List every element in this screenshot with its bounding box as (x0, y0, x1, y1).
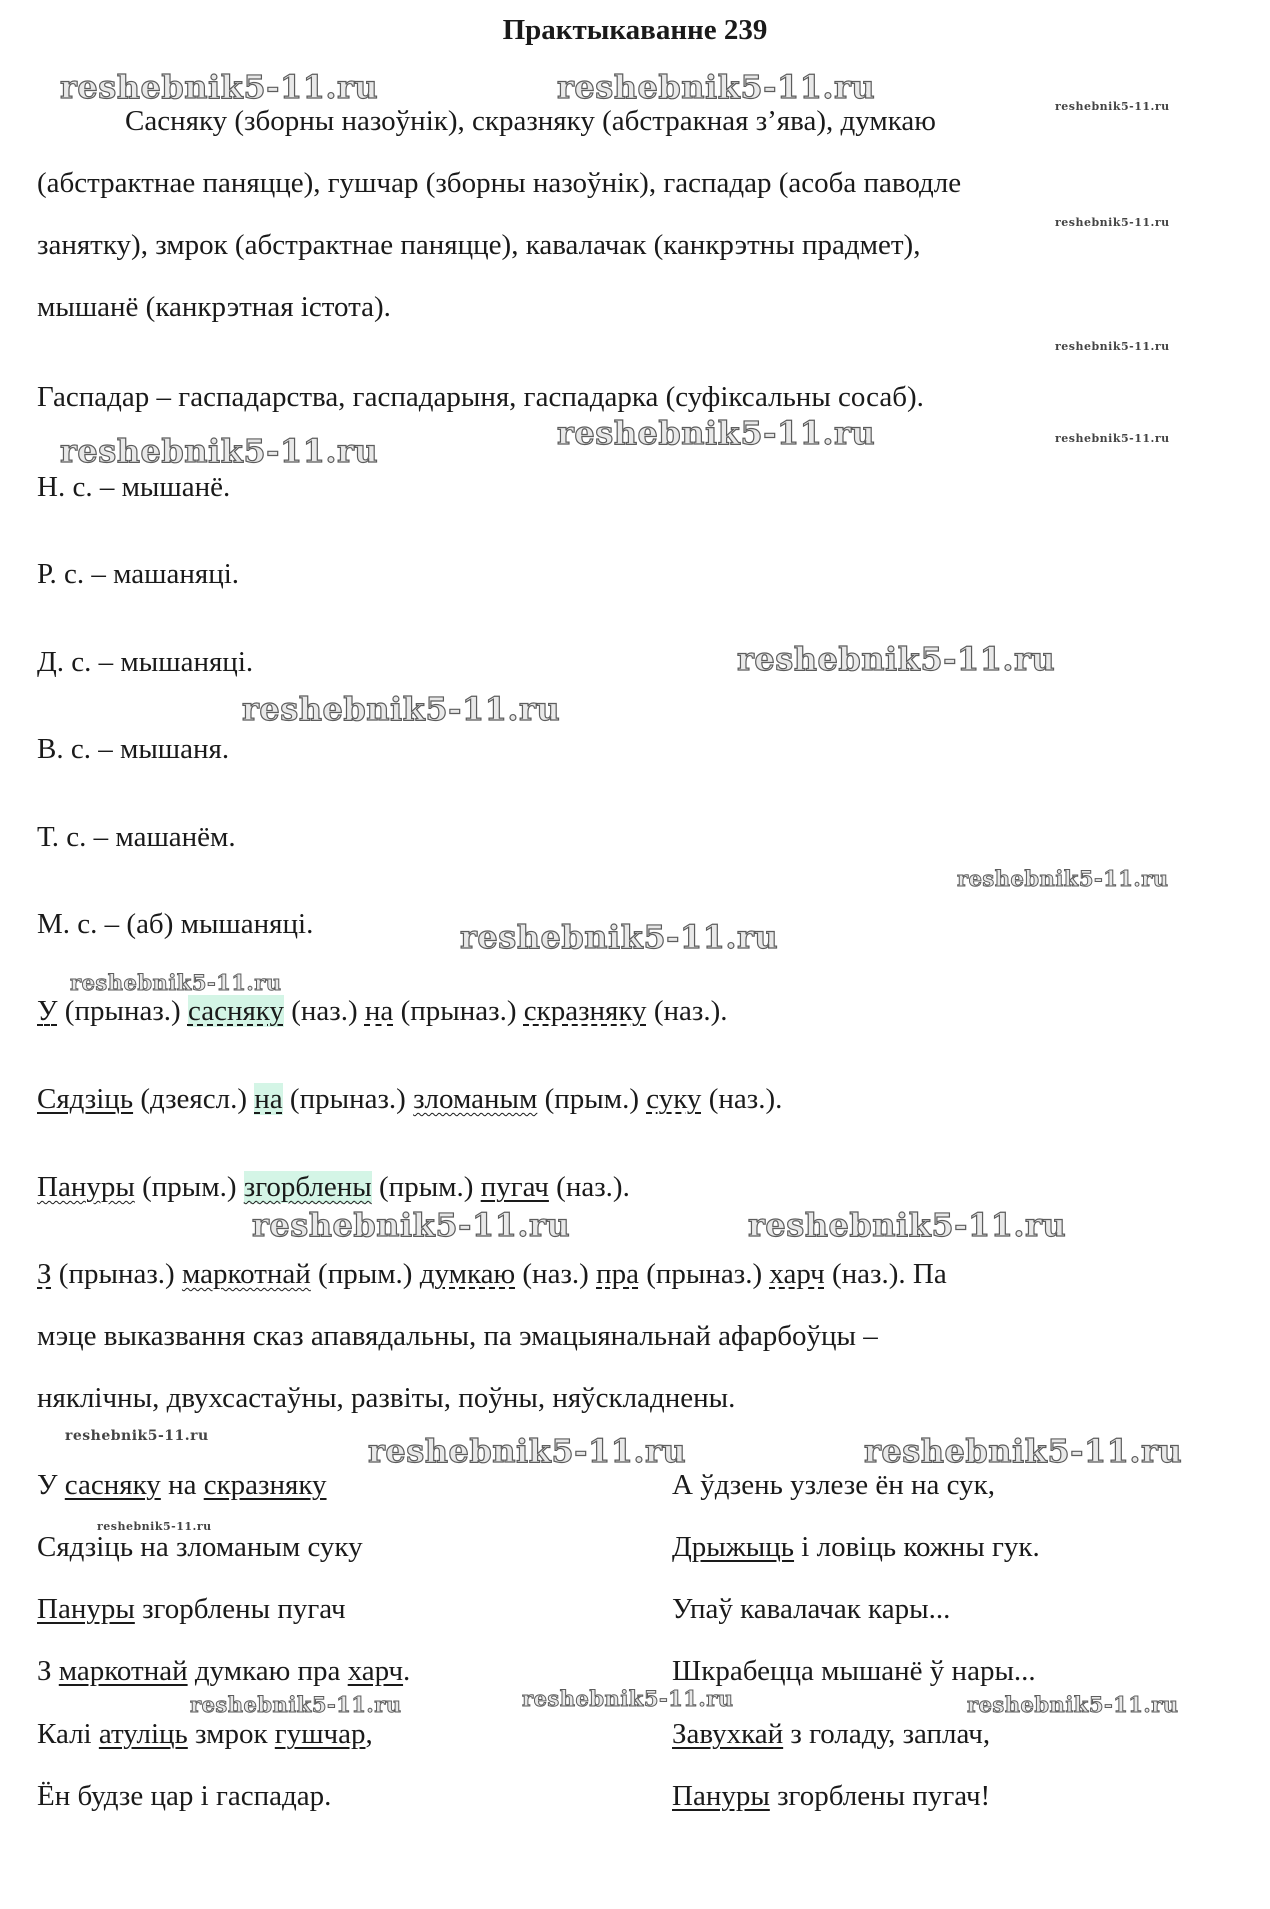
word-tag: (наз.). (548, 1171, 630, 1203)
word-tag: (наз.) (515, 1258, 597, 1290)
watermark: reshebnik5-11.ru (967, 1692, 1179, 1717)
poem-text: харч (347, 1655, 404, 1687)
word-tag: (наз.). Па (824, 1258, 947, 1290)
watermark: reshebnik5-11.ru (557, 68, 876, 106)
poem-text: думкаю пра (187, 1655, 348, 1687)
exercise-title: Практыкаванне 239 (502, 14, 768, 46)
watermark: reshebnik5-11.ru (242, 690, 561, 728)
watermark: reshebnik5-11.ru (522, 1686, 734, 1711)
poem-text: У (37, 1469, 65, 1501)
watermark: reshebnik5-11.ru (60, 68, 379, 106)
paragraph-line: (абстрактнае паняцце), гушчар (зборны назоўнік), гаспадар (асоба паводле (37, 167, 962, 199)
poem-text: Пануры (672, 1780, 770, 1812)
word: скразняку (523, 995, 647, 1027)
watermark: reshebnik5-11.ru (957, 866, 1169, 891)
poem-line (672, 1717, 990, 1751)
analysis-sentence (37, 1170, 630, 1204)
poem-line: А ўдзень узлезе ён на сук, (672, 1469, 995, 1501)
poem-line (672, 1530, 1040, 1564)
watermark: reshebnik5-11.ru (190, 1692, 402, 1717)
word: згорблены (243, 1171, 372, 1203)
poem-text: З (37, 1655, 59, 1687)
word-tag: (наз.). (646, 995, 728, 1027)
poem-text: згорблены пугач (134, 1593, 346, 1625)
word-tag: (прыназ.) (282, 1083, 414, 1115)
poem-text: і ловіць кожны гук. (794, 1531, 1040, 1563)
poem-text: змрок (187, 1718, 275, 1750)
word-tag: (наз.) (283, 995, 365, 1027)
paragraph-line: мышанё (канкрэтная істота). (37, 291, 391, 323)
case-line: Н. с. – мышанё. (37, 471, 231, 503)
analysis-sentence (37, 1257, 947, 1291)
word-tag: (наз.). (701, 1083, 783, 1115)
watermark: reshebnik5-11.ru (557, 414, 876, 452)
analysis-line: няклічны, двухсастаўны, развіты, поўны, няўскладнены. (37, 1382, 736, 1414)
poem-text: Пануры (37, 1593, 135, 1625)
watermark: reshebnik5-11.ru (864, 1432, 1183, 1470)
word: на (254, 1083, 283, 1115)
word: зломаным (413, 1083, 538, 1115)
word-tag: (прыназ.) (638, 1258, 770, 1290)
case-line: Т. с. – машанём. (37, 821, 236, 853)
poem-text: атуліць (98, 1718, 188, 1750)
poem-text: Калі (37, 1718, 99, 1750)
case-line: Д. с. – мышаняці. (37, 646, 254, 678)
word: пра (596, 1258, 639, 1290)
word: маркотнай (181, 1258, 311, 1290)
word: Пануры (37, 1171, 135, 1203)
word: сасняку (187, 995, 284, 1027)
watermark: reshebnik5-11.ru (368, 1432, 687, 1470)
poem-text: Дрыжыць (672, 1531, 795, 1563)
word: пугач (480, 1171, 549, 1203)
paragraph-line: занятку), змрок (абстрактнае паняцце), кавалачак (канкрэтны прадмет), (37, 229, 921, 261)
poem-text: скразняку (203, 1469, 327, 1501)
watermark: reshebnik5-11.ru (252, 1206, 571, 1244)
poem-text: згорблены пугач! (769, 1780, 991, 1812)
watermark: reshebnik5-11.ru (1055, 340, 1170, 353)
word-tag: (прым.) (134, 1171, 244, 1203)
watermark: reshebnik5-11.ru (1055, 432, 1170, 445)
word-tag: (прыназ.) (393, 995, 524, 1027)
poem-line (37, 1468, 327, 1502)
word-tag: (прым.) (371, 1171, 481, 1203)
watermark: reshebnik5-11.ru (60, 432, 379, 470)
word: харч (769, 1258, 825, 1290)
case-line: М. с. – (аб) мышаняці. (37, 908, 314, 940)
poem-text: на (160, 1469, 204, 1501)
word-tag: (прыназ.) (51, 1258, 182, 1290)
poem-text: , (365, 1718, 373, 1750)
poem-line (37, 1592, 346, 1626)
word-formation-line: Гаспадар – гаспадарства, гаспадарыня, гаспадарка (суфіксальны сосаб). (37, 381, 924, 413)
watermark: reshebnik5-11.ru (748, 1206, 1067, 1244)
case-line: В. с. – мышаня. (37, 733, 230, 765)
case-line: Р. с. – машаняці. (37, 558, 240, 590)
watermark: reshebnik5-11.ru (97, 1520, 212, 1533)
poem-line: Упаў кавалачак кары... (672, 1593, 951, 1625)
analysis-line: мэце выказвання сказ апавядальны, па эмацыянальнай афарбоўцы – (37, 1320, 878, 1352)
word-tag: (прыназ.) (57, 995, 188, 1027)
poem-text: Завухкай (672, 1718, 784, 1750)
word-tag: (прым.) (310, 1258, 420, 1290)
word-tag: (прым.) (537, 1083, 647, 1115)
poem-text: маркотнай (58, 1655, 188, 1687)
poem-line (672, 1779, 990, 1813)
watermark: reshebnik5-11.ru (1055, 216, 1170, 229)
paragraph-line: Сасняку (зборны назоўнік), скразняку (абстракная з’ява), думкаю (125, 105, 936, 137)
word: Сядзіць (37, 1083, 134, 1115)
poem-text: сасняку (64, 1469, 161, 1501)
poem-line: Шкрабецца мышанё ў нары... (672, 1655, 1036, 1687)
watermark: reshebnik5-11.ru (65, 1428, 209, 1444)
poem-text: гушчар (274, 1718, 366, 1750)
watermark: reshebnik5-11.ru (737, 640, 1056, 678)
poem-line: Ён будзе цар і гаспадар. (37, 1780, 332, 1812)
poem-line: Сядзіць на зломаным суку (37, 1531, 363, 1563)
analysis-sentence (37, 1082, 782, 1116)
poem-text: з голаду, заплач, (783, 1718, 991, 1750)
word: суку (646, 1083, 702, 1115)
analysis-sentence (37, 994, 727, 1028)
poem-line (37, 1654, 410, 1688)
word: У (37, 995, 58, 1027)
poem-line (37, 1717, 373, 1751)
word: З (37, 1258, 52, 1290)
watermark: reshebnik5-11.ru (460, 918, 779, 956)
word: думкаю (419, 1258, 516, 1290)
poem-text: . (403, 1655, 411, 1687)
word-tag: (дзеясл.) (133, 1083, 255, 1115)
watermark: reshebnik5-11.ru (1055, 100, 1170, 113)
watermark: reshebnik5-11.ru (70, 970, 282, 995)
word: на (364, 995, 394, 1027)
